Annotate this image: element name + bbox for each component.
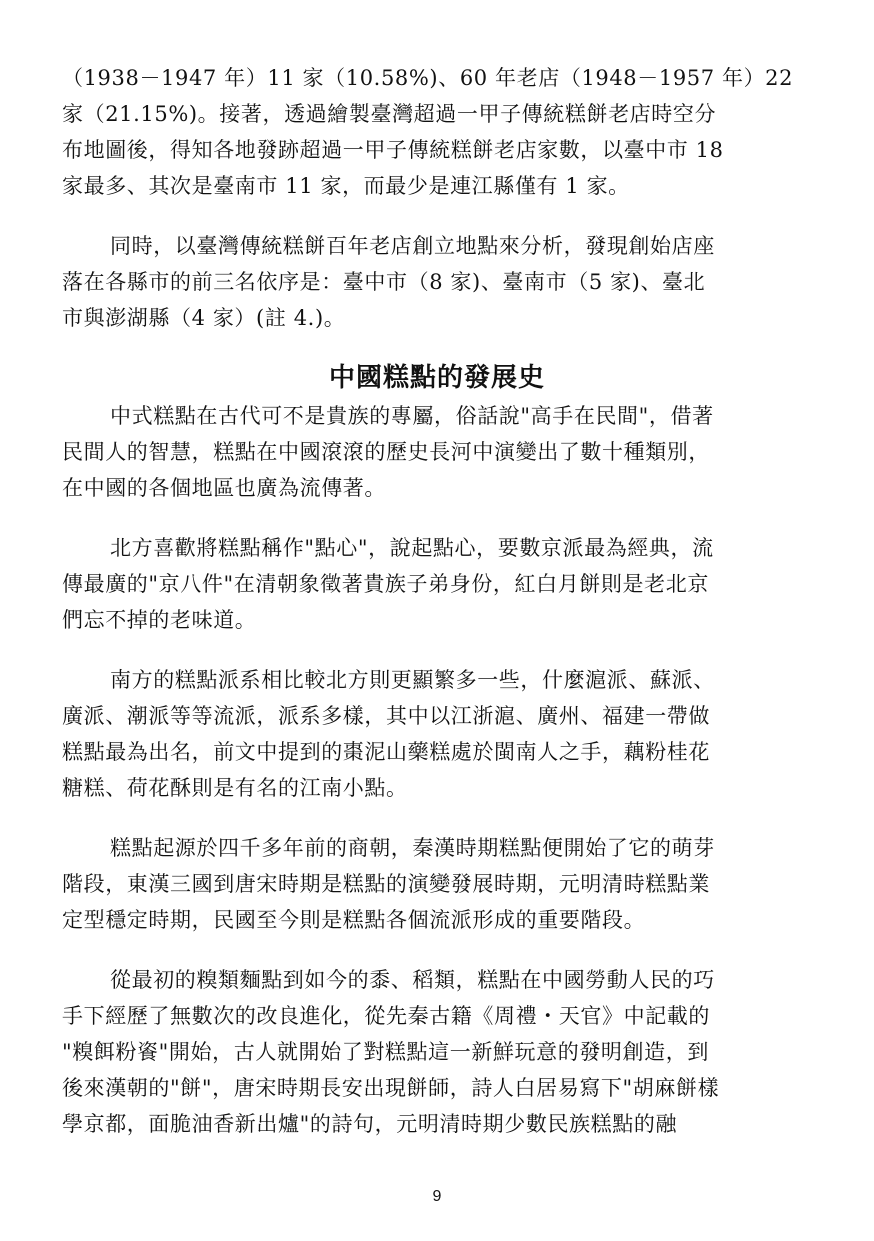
text-line: 們忘不掉的老味道。 <box>62 608 257 632</box>
text-line: 中式糕點在古代可不是貴族的專屬，俗話說"高手在民間"，借著 <box>110 404 714 428</box>
paragraph-intro <box>62 398 814 506</box>
paragraph-continuation <box>62 60 814 204</box>
paragraph-evolution <box>62 962 814 1142</box>
text-line: 後來漢朝的"餅"，唐宋時期長安出現餅師，詩人白居易寫下"胡麻餅樣 <box>62 1076 720 1100</box>
paragraph-founding-locations <box>62 228 814 336</box>
text-line: 在中國的各個地區也廣為流傳著。 <box>62 476 386 500</box>
text-line: 手下經歷了無數次的改良進化，從先秦古籍《周禮・天官》中記載的 <box>62 1004 710 1028</box>
text-line: 學京都，面脆油香新出爐"的詩句，元明清時期少數民族糕點的融 <box>62 1112 678 1136</box>
text-line: 民間人的智慧，糕點在中國滾滾的歷史長河中演變出了數十種類別， <box>62 440 710 464</box>
text-line: 糕點起源於四千多年前的商朝，秦漢時期糕點便開始了它的萌芽 <box>110 836 715 860</box>
text-line: 糖糕、荷花酥則是有名的江南小點。 <box>62 776 408 800</box>
text-line: 布地圖後，得知各地發跡超過一甲子傳統糕餅老店家數，以臺中市 18 <box>62 138 724 162</box>
text-line: 家（21.15%)。接著，透過繪製臺灣超過一甲子傳統糕餅老店時空分 <box>62 102 717 126</box>
text-line: 南方的糕點派系相比較北方則更顯繁多一些，什麼滬派、蘇派、 <box>110 668 715 692</box>
section-heading: 中國糕點的發展史 <box>328 363 545 393</box>
paragraph-origins <box>62 830 814 938</box>
text-line: "糗餌粉餈"開始，古人就開始了對糕點這一新鮮玩意的發明創造，到 <box>62 1040 709 1064</box>
paragraph-north <box>62 530 814 638</box>
text-line: 落在各縣市的前三名依序是：臺中市（8 家)、臺南市（5 家)、臺北 <box>62 270 706 294</box>
text-line: 傳最廣的"京八件"在清朝象徵著貴族子弟身份，紅白月餅則是老北京 <box>62 572 709 596</box>
page-number: 9 <box>432 1188 442 1205</box>
text-line: 北方喜歡將糕點稱作"點心"，說起點心，要數京派最為經典，流 <box>110 536 714 560</box>
text-line: 市與澎湖縣（4 家）(註 4.)。 <box>62 306 346 330</box>
text-line: 廣派、潮派等等流派，派系多樣，其中以江浙滬、廣州、福建一帶做 <box>62 704 710 728</box>
text-line: 家最多、其次是臺南市 11 家，而最少是連江縣僅有 1 家。 <box>62 174 630 198</box>
text-line: 定型穩定時期，民國至今則是糕點各個流派形成的重要階段。 <box>62 908 646 932</box>
paragraph-south <box>62 662 814 806</box>
text-line: 同時，以臺灣傳統糕餅百年老店創立地點來分析，發現創始店座 <box>110 234 715 258</box>
text-line: 糕點最為出名，前文中提到的棗泥山藥糕處於閩南人之手，藕粉桂花 <box>62 740 710 764</box>
text-line: （1938－1947 年）11 家（10.58%)、60 年老店（1948－1957 年）22 <box>62 66 794 90</box>
text-line: 階段，東漢三國到唐宋時期是糕點的演變發展時期，元明清時糕點業 <box>62 872 710 896</box>
text-line: 從最初的糗類麵點到如今的黍、稻類，糕點在中國勞動人民的巧 <box>110 968 715 992</box>
